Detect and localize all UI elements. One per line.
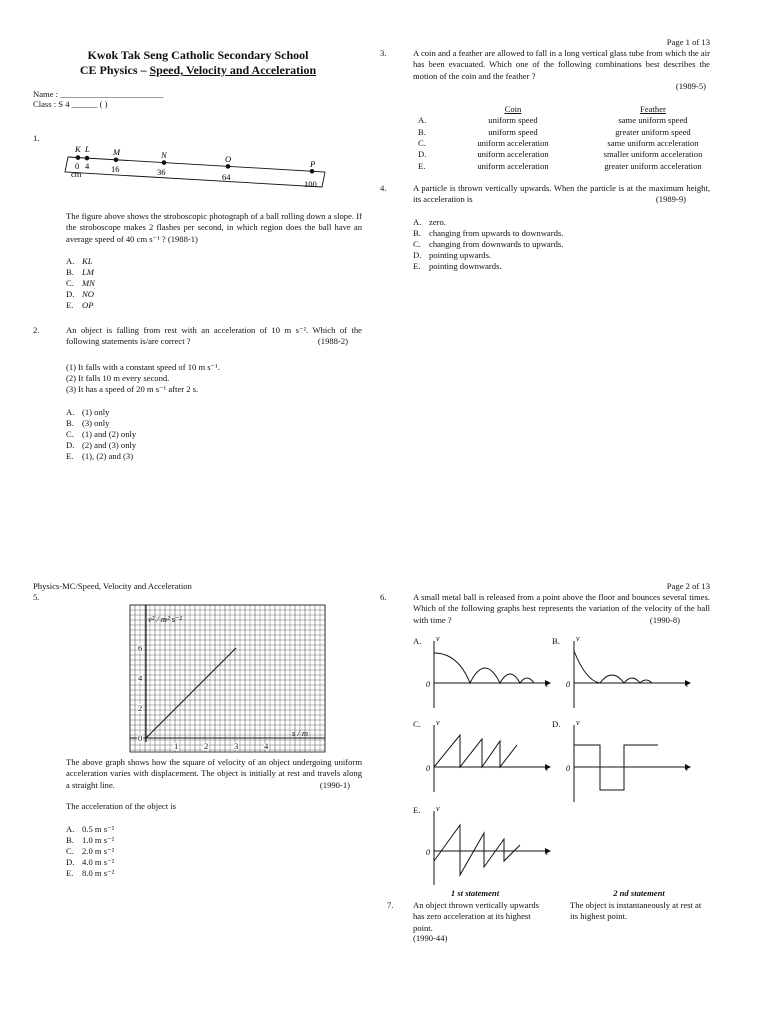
q5-option-d: D. 4.0 m s⁻² (66, 857, 115, 867)
mark-0: 0 (75, 161, 80, 171)
q2-question: An object is falling from rest with an acceleration of 10 m s⁻². Which of the following statements is/are correct ? (66, 325, 362, 347)
q2-option-d: D. (2) and (3) only (66, 440, 137, 450)
q6-question: A small metal ball is released from a point above the floor and bounces several times. Which of the following graphs best represents the variation of the velocity of the ball with time ? (413, 592, 710, 625)
label-o: O (225, 154, 232, 164)
q6-label-e: E. (413, 805, 421, 815)
q5-options (66, 824, 114, 879)
q3-row-a: A. uniform speed same uniform speed (418, 115, 688, 126)
svg-text:t: t (686, 680, 689, 689)
svg-text:0: 0 (426, 764, 430, 773)
q7-statement-2: The object is instantaneously at rest at its highest point. (570, 900, 702, 922)
page2-number: Page 2 of 13 (666, 581, 710, 591)
q1-option-e: E. OP (66, 300, 94, 310)
q2-text (66, 325, 362, 348)
q3-ref: (1989-5) (675, 81, 706, 91)
q2-statements (66, 362, 220, 395)
q2-option-c: C. (1) and (2) only (66, 429, 137, 439)
q5-y-tick: 6 (138, 643, 143, 653)
q5-x-tick: 3 (234, 741, 239, 751)
q5-number: 5. (33, 592, 40, 602)
q5-ref: (1990-1) (319, 779, 350, 790)
header-coin: Coin (504, 104, 522, 114)
svg-text:t: t (546, 680, 549, 689)
mark-16: 16 (111, 164, 120, 174)
page-number: Page 1 of 13 (666, 37, 710, 47)
q4-option-a: A. zero. (413, 217, 446, 227)
svg-text:t: t (546, 848, 549, 857)
class-field: Class : S 4 ______ ( ) (33, 99, 108, 109)
name-field: Name : ________________________ (33, 89, 164, 99)
header-feather: Feather (640, 104, 666, 114)
q2-options (66, 407, 136, 462)
q2-option-e: E. (1), (2) and (3) (66, 451, 134, 461)
q6-label-c: C. (413, 719, 421, 729)
mark-100: 100 (304, 179, 317, 189)
q7-statement-1: An object thrown vertically upwards has zero acceleration at its highest point. (413, 900, 540, 933)
q4-option-b: B. changing from upwards to downwards. (413, 228, 564, 238)
q4-text (413, 183, 710, 206)
q5-description: The above graph shows how the square of velocity of an object undergoing uniform acceleration varies with displacement. The object is initially at rest and travels along a straight line. (66, 757, 362, 790)
flash-dot-k (76, 155, 81, 160)
q5-prompt: The acceleration of the object is (66, 801, 176, 811)
q5-y-tick: 4 (138, 673, 143, 683)
q7-number: 7. (387, 900, 394, 910)
mark-4: 4 (85, 161, 90, 171)
label-m: M (113, 147, 121, 157)
svg-text:v: v (436, 804, 440, 813)
label-p: P (310, 159, 316, 169)
page2-header: Physics-MC/Speed, Velocity and Acceleration (33, 581, 192, 591)
q3-number: 3. (380, 48, 387, 58)
q5-x-label: s / m (292, 728, 309, 738)
q2-number: 2. (33, 325, 40, 335)
svg-text:0: 0 (566, 680, 570, 689)
q7-ref: (1990-44) (413, 933, 448, 943)
page-title (33, 63, 363, 78)
label-k: K (75, 144, 81, 154)
q1-slope-diagram (60, 142, 330, 198)
q5-x-tick: 2 (204, 741, 209, 751)
flash-dot-p (310, 169, 315, 174)
q5-y-tick: 2 (138, 703, 143, 713)
q3-table (418, 104, 728, 172)
q6-graph-c (420, 717, 560, 797)
svg-text:v: v (576, 718, 580, 727)
q3-row-e: E. uniform acceleration greater uniform acceleration (418, 160, 702, 171)
q6-graph-e (420, 803, 560, 888)
q4-option-c: C. changing from downwards to upwards. (413, 239, 564, 249)
q6-graph-d (560, 717, 700, 807)
svg-text:0: 0 (426, 848, 430, 857)
flash-dot-o (226, 164, 231, 169)
label-n: N (161, 150, 167, 160)
q5-x-tick: 4 (264, 741, 269, 751)
q3-row-b: B. uniform speed greater uniform speed (418, 126, 691, 137)
svg-text:t: t (686, 764, 689, 773)
q6-label-a: A. (413, 636, 422, 646)
q6-curve-a (434, 653, 534, 683)
flash-dot-l (85, 156, 90, 161)
subject-prefix: CE Physics – (79, 63, 150, 77)
q2-statement-3: (3) It has a speed of 20 m s⁻¹ after 2 s. (66, 384, 199, 394)
q1-text: The figure above shows the stroboscopic photograph of a ball rolling down a slope. If the stroboscope makes 2 flashes per second, in which region does the ball have an average speed of 40 cm s⁻¹ ? (1988-1) (66, 211, 362, 244)
q6-curve-e (434, 825, 520, 875)
q4-ref: (1989-9) (655, 194, 686, 205)
flash-dot-n (162, 160, 167, 165)
q4-option-e: E. pointing downwards. (413, 261, 502, 271)
q5-option-a: A. 0.5 m s⁻² (66, 824, 115, 834)
svg-text:v: v (576, 634, 580, 643)
q6-curve-b (574, 651, 652, 683)
svg-text:v: v (436, 718, 440, 727)
svg-text:t: t (546, 764, 549, 773)
q4-options (413, 217, 563, 272)
q2-ref: (1988-2) (317, 336, 348, 347)
q1-option-d: D. NO (66, 289, 94, 299)
q5-option-b: B. 1.0 m s⁻² (66, 835, 115, 845)
mark-64: 64 (222, 172, 231, 182)
q4-question: A particle is thrown vertically upwards. When the particle is at the maximum height, its acceleration is (413, 183, 710, 205)
school-name: Kwok Tak Seng Catholic Secondary School (87, 48, 309, 62)
subject-topic: Speed, Velocity and Acceleration (149, 63, 317, 77)
unit-cm: cm (71, 169, 82, 179)
svg-text:v: v (436, 634, 440, 643)
q1-options (66, 256, 95, 311)
q7-header-2: 2 nd statement (613, 888, 665, 898)
q6-graph-a (420, 633, 560, 713)
q3-row-c: C. uniform acceleration same uniform acceleration (418, 138, 699, 149)
q2-statement-2: (2) It falls 10 m every second. (66, 373, 170, 383)
q5-text (66, 757, 362, 791)
q5-x-tick: 1 (174, 741, 179, 751)
q6-curve-c (434, 735, 517, 767)
q1-number: 1. (33, 133, 40, 143)
q1-option-b: B. LM (66, 267, 94, 277)
q1-option-a: A. KL (66, 256, 93, 266)
q2-statement-1: (1) It falls with a constant speed of 10 m s⁻¹. (66, 362, 220, 372)
q7-header-1: 1 st statement (450, 888, 500, 898)
q2-option-a: A. (1) only (66, 407, 110, 417)
q6-number: 6. (380, 592, 387, 602)
q3-text: A coin and a feather are allowed to fall in a long vertical glass tube from which the air has been evacuated. Which one of the following combinations best describes the motion of the coin and the feather ? (413, 48, 710, 81)
q5-y-tick: 0 (138, 733, 143, 743)
q6-graph-b (560, 633, 700, 713)
q6-label-b: B. (552, 636, 560, 646)
svg-text:0: 0 (426, 680, 430, 689)
q5-data-line (146, 648, 236, 738)
q6-label-d: D. (552, 719, 561, 729)
mark-36: 36 (157, 167, 166, 177)
q5-option-e: E. 8.0 m s⁻² (66, 868, 115, 878)
q5-graph (110, 600, 330, 755)
q4-option-d: D. pointing upwards. (413, 250, 492, 260)
flash-dot-m (114, 158, 119, 163)
q5-option-c: C. 2.0 m s⁻² (66, 846, 115, 856)
q4-number: 4. (380, 183, 387, 193)
q5-y-label: v² / m² s⁻² (148, 614, 183, 624)
q1-option-c: C. MN (66, 278, 95, 288)
label-l: L (85, 144, 90, 154)
svg-text:0: 0 (566, 764, 570, 773)
q6-ref: (1990-8) (649, 614, 680, 625)
q3-row-d: D. uniform acceleration smaller uniform acceleration (418, 149, 703, 160)
q6-text (413, 592, 710, 626)
q2-option-b: B. (3) only (66, 418, 110, 428)
